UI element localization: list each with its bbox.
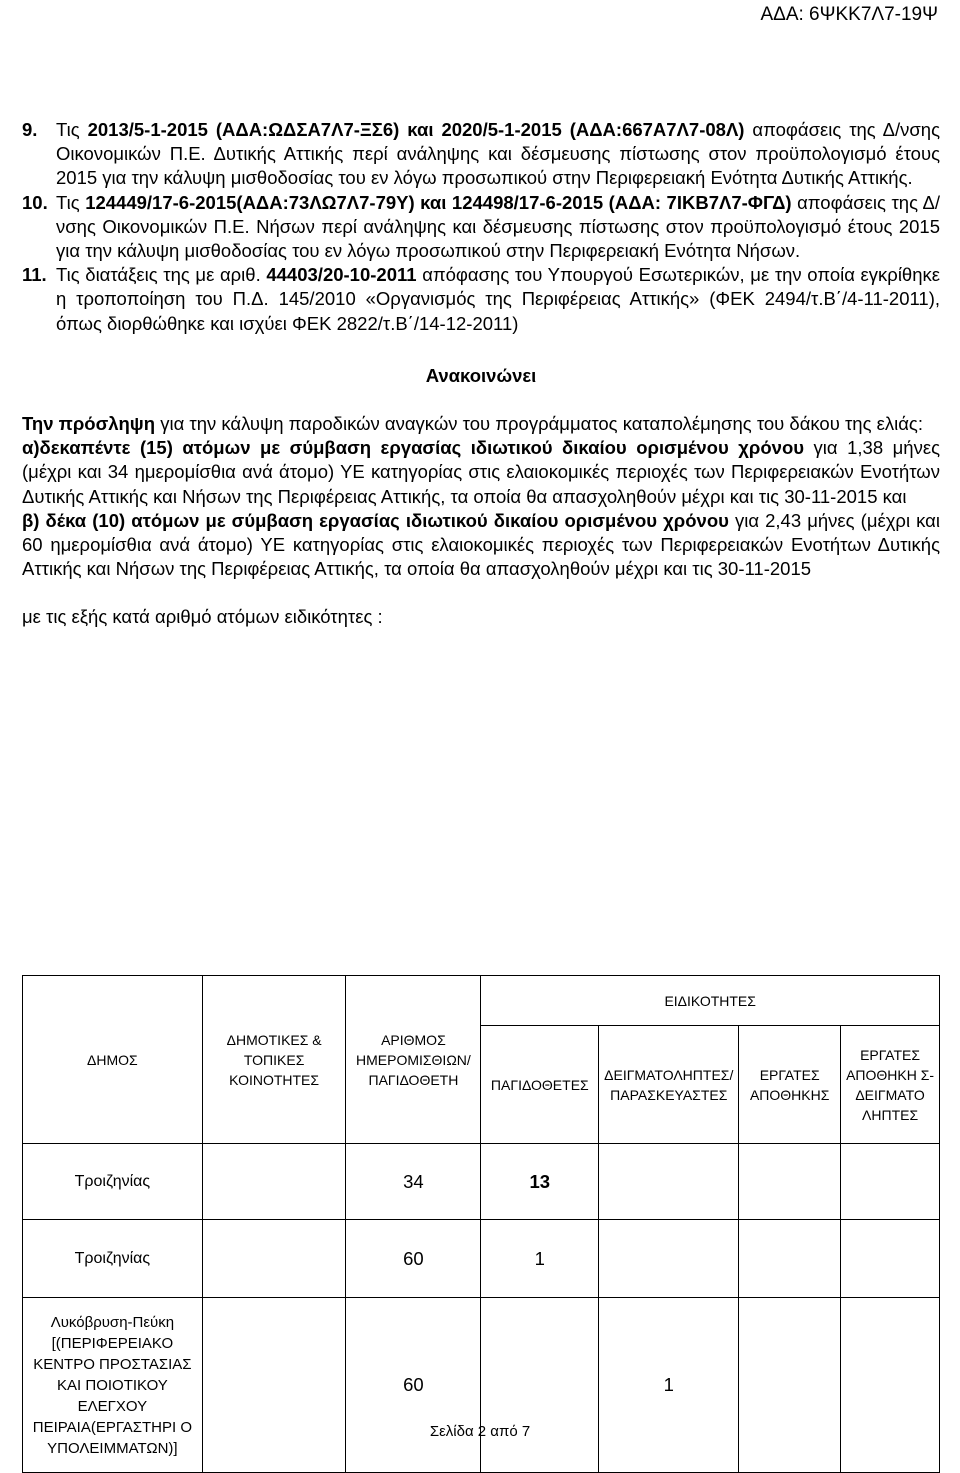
column-header-deigmatoliptes: ΔΕΙΓΜΑΤΟΛΗΠΤΕΣ/ ΠΑΡΑΣΚΕΥΑΣΤΕΣ [599, 1026, 739, 1144]
cell-koinotites [202, 1220, 346, 1298]
item-text [56, 191, 940, 264]
cell-pagidothetes [481, 1298, 599, 1473]
decision-reference: 124449/17-6-2015(ΑΔΑ:73ΛΩ7Λ7-79Υ) και 124498/17-6-2015 (ΑΔΑ: 7ΙΚΒ7Λ7-ΦΓΔ) [85, 191, 792, 213]
list-item-11 [22, 263, 940, 336]
cell-imeromisthia: 34 [346, 1144, 481, 1220]
cell-pagidothetes: 13 [481, 1144, 599, 1220]
list-item-10 [22, 191, 940, 264]
announcement-heading: Ανακοινώνει [425, 364, 537, 386]
cell-dimos: Τροιζηνίας [23, 1220, 203, 1298]
cell-ergates [739, 1220, 841, 1298]
table-header-row [23, 976, 940, 1026]
section-a [22, 436, 940, 509]
intro-text: για την κάλυψη παροδικών αναγκών του προγράμματος καταπολέμησης του δάκου της ελιάς: [155, 413, 923, 435]
cell-deigmatoliptes [599, 1220, 739, 1298]
column-header-pagidothetes: ΠΑΓΙΔΟΘΕΤΕΣ [481, 1026, 599, 1144]
table-row [23, 1220, 940, 1298]
cell-pagidothetes: 1 [481, 1220, 599, 1298]
column-header-ergates: ΕΡΓΑΤΕΣ ΑΠΟΘΗΚΗΣ [739, 1026, 841, 1144]
item-number: 10. [22, 191, 48, 213]
cell-imeromisthia: 60 [346, 1220, 481, 1298]
item-text-part: Τις διατάξεις της με αριθ. [56, 264, 267, 286]
cell-ergates-deigm [841, 1220, 940, 1298]
intro-paragraph [22, 412, 940, 436]
decision-reference: 2013/5-1-2015 (ΑΔΑ:ΩΔΣΑ7Λ7-ΞΣ6) και 2020/5-1-2015 (ΑΔΑ:667Α7Λ7-08Λ) [87, 119, 745, 140]
column-header-ergates-deigm: ΕΡΓΑΤΕΣ ΑΠΟΘΗΚΗ Σ-ΔΕΙΓΜΑΤΟ ΛΗΠΤΕΣ [841, 1026, 940, 1144]
cell-koinotites [202, 1298, 346, 1473]
cell-ergates [739, 1144, 841, 1220]
section-b [22, 509, 940, 582]
item-text-part: αποφάσεις της Δ/νσης Οικονομικών Π.Ε. Δυτικής Αττικής περί ανάληψης και δέσμευσης πίστωσης στον προϋπολογισμό έτους 2015 για την κάλυψη μισθοδοσίας του εν λόγω προσωπικού στην Περιφερειακή Ενότητα Δυτικής Αττικής. [56, 119, 940, 189]
cell-ergates-deigm [841, 1144, 940, 1220]
item-text [56, 263, 940, 336]
cell-ergates [739, 1298, 841, 1473]
item-text [56, 118, 940, 191]
cell-imeromisthia: 60 [346, 1298, 481, 1473]
item-text-part: Τις [56, 119, 88, 140]
specialties-table [22, 975, 940, 1473]
decision-reference: 44403/20-10-2011 [266, 264, 417, 286]
cell-dimos: Τροιζηνίας [23, 1144, 203, 1220]
section-a-bold: α)δεκαπέντε (15) ατόμων με σύμβαση εργασίας ιδιωτικού δικαίου ορισμένου χρόνου [22, 437, 805, 459]
column-header-specialties: ΕΙΔΙΚΟΤΗΤΕΣ [481, 976, 940, 1026]
list-item-9 [22, 118, 940, 191]
intro-bold: Την πρόσληψη [22, 413, 156, 435]
item-number: 11. [22, 264, 47, 286]
section-b-bold: β) δέκα (10) ατόμων με σύμβαση εργασίας ιδιωτικού δικαίου ορισμένου χρόνου [22, 509, 729, 531]
cell-koinotites [202, 1144, 346, 1220]
cell-ergates-deigm [841, 1298, 940, 1473]
table-row [23, 1144, 940, 1220]
cell-dimos: Λυκόβρυση-Πεύκη [(ΠΕΡΙΦΕΡΕΙΑΚΟ ΚΕΝΤΡΟ ΠΡΟΣΤΑΣΙΑΣ ΚΑΙ ΠΟΙΟΤΙΚΟΥ ΕΛΕΓΧΟΥ ΠΕΙΡΑΙΑ(ΕΡΓΑΣΤΗΡΙ Ο ΥΠΟΛΕΙΜΜΑΤΩΝ)] [23, 1298, 203, 1473]
item-number: 9. [22, 119, 38, 140]
cell-deigmatoliptes: 1 [599, 1298, 739, 1473]
column-header-dimos: ΔΗΜΟΣ [23, 976, 203, 1144]
cell-deigmatoliptes [599, 1144, 739, 1220]
ada-code: ΑΔΑ: 6ΨΚΚ7Λ7-19Ψ [760, 4, 938, 25]
section-a-text: για 1,38 μήνες (μέχρι και 34 ημερομίσθια ανά άτομο) ΥΕ κατηγορίας στις ελαιοκομικές περιοχές των Περιφερειακών Ενοτήτων Δυτικής Αττικής και Νήσων της Περιφέρειας Αττικής, τα οποία θα απασχοληθούν μέχρι και τις 30-11-2015 και [22, 437, 941, 507]
item-text-part: αποφάσεις της Δ/νσης Οικονομικών Π.Ε. Νήσων περί ανάληψης και δέσμευσης πίστωσης στον προϋπολογισμό έτους 2015 για την κάλυψη μισθοδοσίας του εν λόγω προσωπικού στην Περιφερειακή Ενότητα Νήσων. [56, 191, 941, 262]
column-header-koinotites: ΔΗΜΟΤΙΚΕΣ & ΤΟΠΙΚΕΣ ΚΟΙΝΟΤΗΤΕΣ [202, 976, 346, 1144]
page-number: Σελίδα 2 από 7 [429, 1423, 531, 1440]
table-row [23, 1298, 940, 1473]
item-text-part: Τις [56, 191, 86, 213]
column-header-imeromisthia: ΑΡΙΘΜΟΣ ΗΜΕΡΟΜΙΣΘΙΩΝ/ ΠΑΓΙΔΟΘΕΤΗ [346, 976, 481, 1144]
specialties-intro: με τις εξής κατά αριθμό ατόμων ειδικότητες : [22, 606, 383, 628]
section-b-text: για 2,43 μήνες (μέχρι και 60 ημερομίσθια ανά άτομο) ΥΕ κατηγορίας στις ελαιοκομικές περιοχές των Περιφερειακών Ενοτήτων Δυτικής Αττικής και Νήσων της Περιφέρειας Αττικής, τα οποία θα απασχοληθούν μέχρι και τις 30-11-2015 [22, 509, 940, 580]
item-text-part: απόφασης του Υπουργού Εσωτερικών, με την οποία εγκρίθηκε η τροποποίηση του Π.Δ. 145/2010 «Οργανισμός της Περιφέρειας Αττικής» (ΦΕΚ 2494/τ.Β΄/4-11-2011), όπως διορθώθηκε και ισχύει ΦΕΚ 2822/τ.Β΄/14-12-2011) [56, 264, 941, 334]
